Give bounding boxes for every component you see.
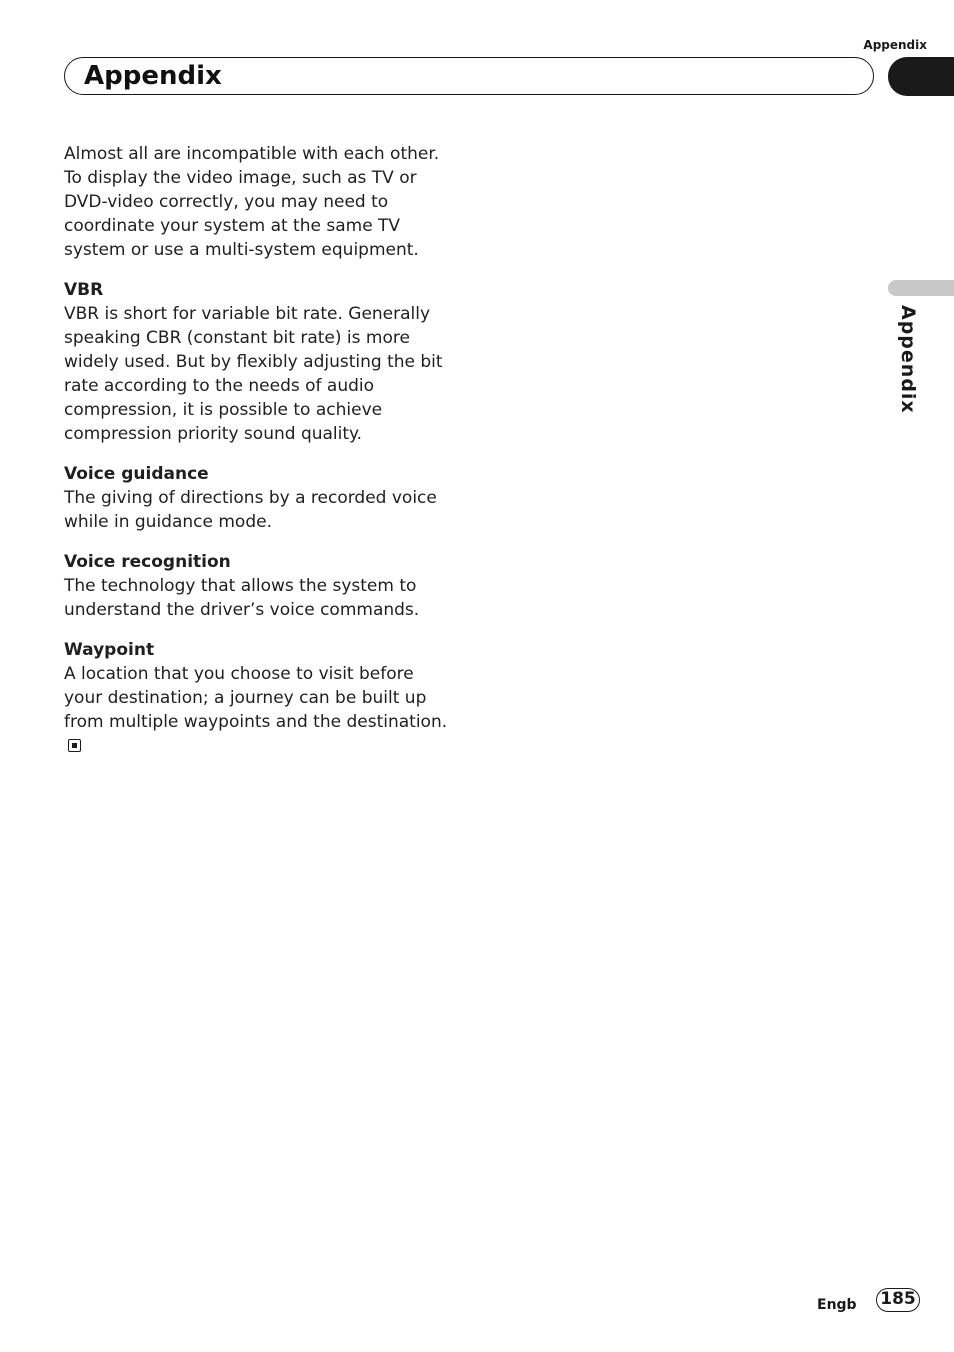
glossary-term: Voice recognition — [64, 552, 231, 572]
section-title: Appendix — [84, 61, 222, 91]
end-mark-icon — [68, 739, 81, 752]
footer-language-code: Engb — [817, 1297, 857, 1313]
page-number: 185 — [876, 1288, 920, 1312]
intro-paragraph: Almost all are incompatible with each other. To display the video image, such as TV or DVD-video correctly, you may need to coordinate your system at the same TV system or use a multi-system equipment. — [64, 144, 440, 260]
glossary-definition: A location that you choose to visit before your destination; a journey can be built up from multiple waypoints and the destination. — [64, 664, 448, 732]
glossary-entry-waypoint — [64, 638, 456, 758]
glossary-entry-voice-recognition — [64, 550, 456, 622]
glossary-entry-voice-guidance — [64, 462, 456, 534]
glossary-definition: The technology that allows the system to understand the driver’s voice commands. — [64, 576, 420, 620]
glossary-term: VBR — [64, 280, 104, 300]
side-tab-marker — [888, 280, 954, 296]
glossary-definition-waypoint — [64, 662, 456, 758]
glossary-definition: The giving of directions by a recorded voice while in guidance mode. — [64, 488, 437, 532]
glossary-definition: VBR is short for variable bit rate. Generally speaking CBR (constant bit rate) is more widely used. But by flexibly adjusting the bit rate according to the needs of audio compression, it is possible to achieve compression priority sound quality. — [64, 304, 443, 444]
side-tab-label: Appendix — [897, 305, 919, 414]
main-content — [64, 142, 456, 774]
running-header: Appendix — [863, 38, 927, 52]
chapter-tab-marker — [888, 57, 954, 96]
glossary-entry-vbr — [64, 278, 456, 446]
glossary-term: Voice guidance — [64, 464, 209, 484]
glossary-term: Waypoint — [64, 640, 155, 660]
